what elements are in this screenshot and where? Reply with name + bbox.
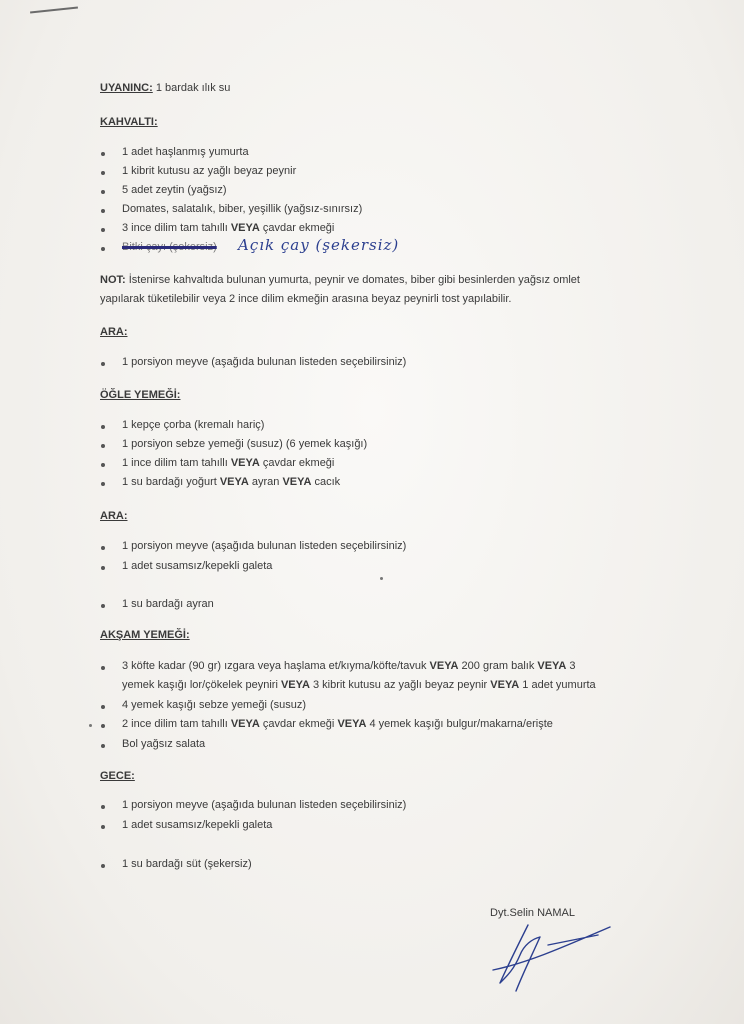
night-item: 1 porsiyon meyve (aşağıda bulunan listeden seçebilirsiniz) <box>122 799 407 811</box>
breakfast-item: 1 adet haşlanmış yumurta <box>122 146 249 158</box>
veya: VEYA <box>230 457 260 469</box>
dinner-bread-item <box>122 715 553 734</box>
wake-up-label: UYANINC: <box>100 82 153 94</box>
bullet <box>101 666 105 670</box>
night-heading: GECE: <box>100 770 135 782</box>
breakfast-item: Domates, salatalık, biber, yeşillik (yağsız-sınırsız) <box>122 203 363 215</box>
night-item: 1 adet susamsız/kepekli galeta <box>122 819 273 831</box>
text: 3 ince dilim tam tahıllı <box>122 222 231 234</box>
text: 3 köfte kadar (90 gr) ızgara veya haşlama et/kıyma/köfte/tavuk <box>122 660 430 672</box>
lunch-item: 1 kepçe çorba (kremalı hariç) <box>122 419 265 431</box>
wake-up-text: 1 bardak ılık su <box>152 82 231 94</box>
veya: VEYA <box>490 679 520 691</box>
bullet <box>101 209 105 213</box>
bullet <box>101 171 105 175</box>
text: 3 <box>566 660 576 672</box>
lunch-yogurt-item <box>122 473 340 492</box>
lunch-item: 1 porsiyon sebze yemeği (susuz) (6 yemek kaşığı) <box>122 438 368 450</box>
dinner-meat-item <box>122 657 576 676</box>
bullet <box>101 546 105 550</box>
text: ayran <box>248 476 283 488</box>
bullet <box>101 864 105 868</box>
wake-up-line <box>100 79 230 98</box>
breakfast-item: 1 kibrit kutusu az yağlı beyaz peynir <box>122 165 297 177</box>
dietitian-name: Dyt.Selin NAMAL <box>490 907 575 919</box>
snack2-heading: ARA: <box>100 510 128 522</box>
bullet <box>101 805 105 809</box>
veya: VEYA <box>280 679 310 691</box>
snack1-heading: ARA: <box>100 326 128 338</box>
note-line-1 <box>100 271 660 290</box>
dinner-veg-item: 4 yemek kaşığı sebze yemeği (susuz) <box>122 699 307 711</box>
breakfast-note <box>100 271 660 309</box>
bullet <box>101 744 105 748</box>
veya: VEYA <box>230 222 260 234</box>
night-item: 1 su bardağı süt (şekersiz) <box>122 858 252 870</box>
text: 4 yemek kaşığı bulgur/makarna/erişte <box>366 718 553 730</box>
veya: VEYA <box>429 660 459 672</box>
bullet <box>101 362 105 366</box>
breakfast-heading: KAHVALTI: <box>100 116 158 128</box>
veya: VEYA <box>537 660 567 672</box>
bullet <box>101 482 105 486</box>
bullet <box>101 152 105 156</box>
bullet <box>101 825 105 829</box>
text: 1 su bardağı yoğurt <box>122 476 220 488</box>
signature-icon <box>488 915 618 995</box>
lunch-heading: ÖĞLE YEMEĞİ: <box>100 389 181 401</box>
snack2-item: 1 porsiyon meyve (aşağıda bulunan listeden seçebilirsiniz) <box>122 540 407 552</box>
veya: VEYA <box>230 718 260 730</box>
text: 200 gram balık <box>458 660 538 672</box>
text: yemek kaşığı lor/çökelek peyniri <box>122 679 281 691</box>
breakfast-item: 5 adet zeytin (yağsız) <box>122 184 227 196</box>
bullet <box>101 444 105 448</box>
snack2-item: 1 adet susamsız/kepekli galeta <box>122 560 273 572</box>
note-line-2: yapılarak tüketilebilir veya 2 ince dilim ekmeğin arasına beyaz peynirli tost yapılabilir. <box>100 293 512 305</box>
bullet <box>101 566 105 570</box>
bullet <box>101 604 105 608</box>
bullet <box>101 705 105 709</box>
dinner-meat-item-cont <box>122 676 596 695</box>
speck <box>380 577 383 580</box>
note-label: NOT: <box>100 274 126 286</box>
text: çavdar ekmeği <box>259 718 338 730</box>
snack2-item: 1 su bardağı ayran <box>122 598 214 610</box>
lunch-bread-item <box>122 454 334 473</box>
bullet <box>101 724 105 728</box>
text: 3 kibrit kutusu az yağlı beyaz peynir <box>309 679 491 691</box>
pen-mark <box>30 6 78 13</box>
speck <box>89 724 92 727</box>
text: cacık <box>311 476 341 488</box>
handwritten-tea-note: Açık çay (şekersiz) <box>238 236 400 254</box>
text: 1 ince dilim tam tahıllı <box>122 457 231 469</box>
veya: VEYA <box>282 476 312 488</box>
snack1-item: 1 porsiyon meyve (aşağıda bulunan listeden seçebilirsiniz) <box>122 356 407 368</box>
dinner-heading: AKŞAM YEMEĞİ: <box>100 629 190 641</box>
text: çavdar ekmeği <box>259 222 335 234</box>
text: 2 ince dilim tam tahıllı <box>122 718 231 730</box>
struck-tea-item: Bitki çayı (şekersiz) <box>122 241 217 253</box>
text: İstenirse kahvaltıda bulunan yumurta, peynir ve domates, biber gibi besinlerden yağsız omlet <box>125 274 580 286</box>
text: çavdar ekmeği <box>259 457 335 469</box>
dinner-salad-item: Bol yağsız salata <box>122 738 206 750</box>
bullet <box>101 247 105 251</box>
bullet <box>101 463 105 467</box>
bullet <box>101 228 105 232</box>
veya: VEYA <box>219 476 249 488</box>
veya: VEYA <box>337 718 367 730</box>
bullet <box>101 425 105 429</box>
text: 1 adet yumurta <box>519 679 596 691</box>
bullet <box>101 190 105 194</box>
